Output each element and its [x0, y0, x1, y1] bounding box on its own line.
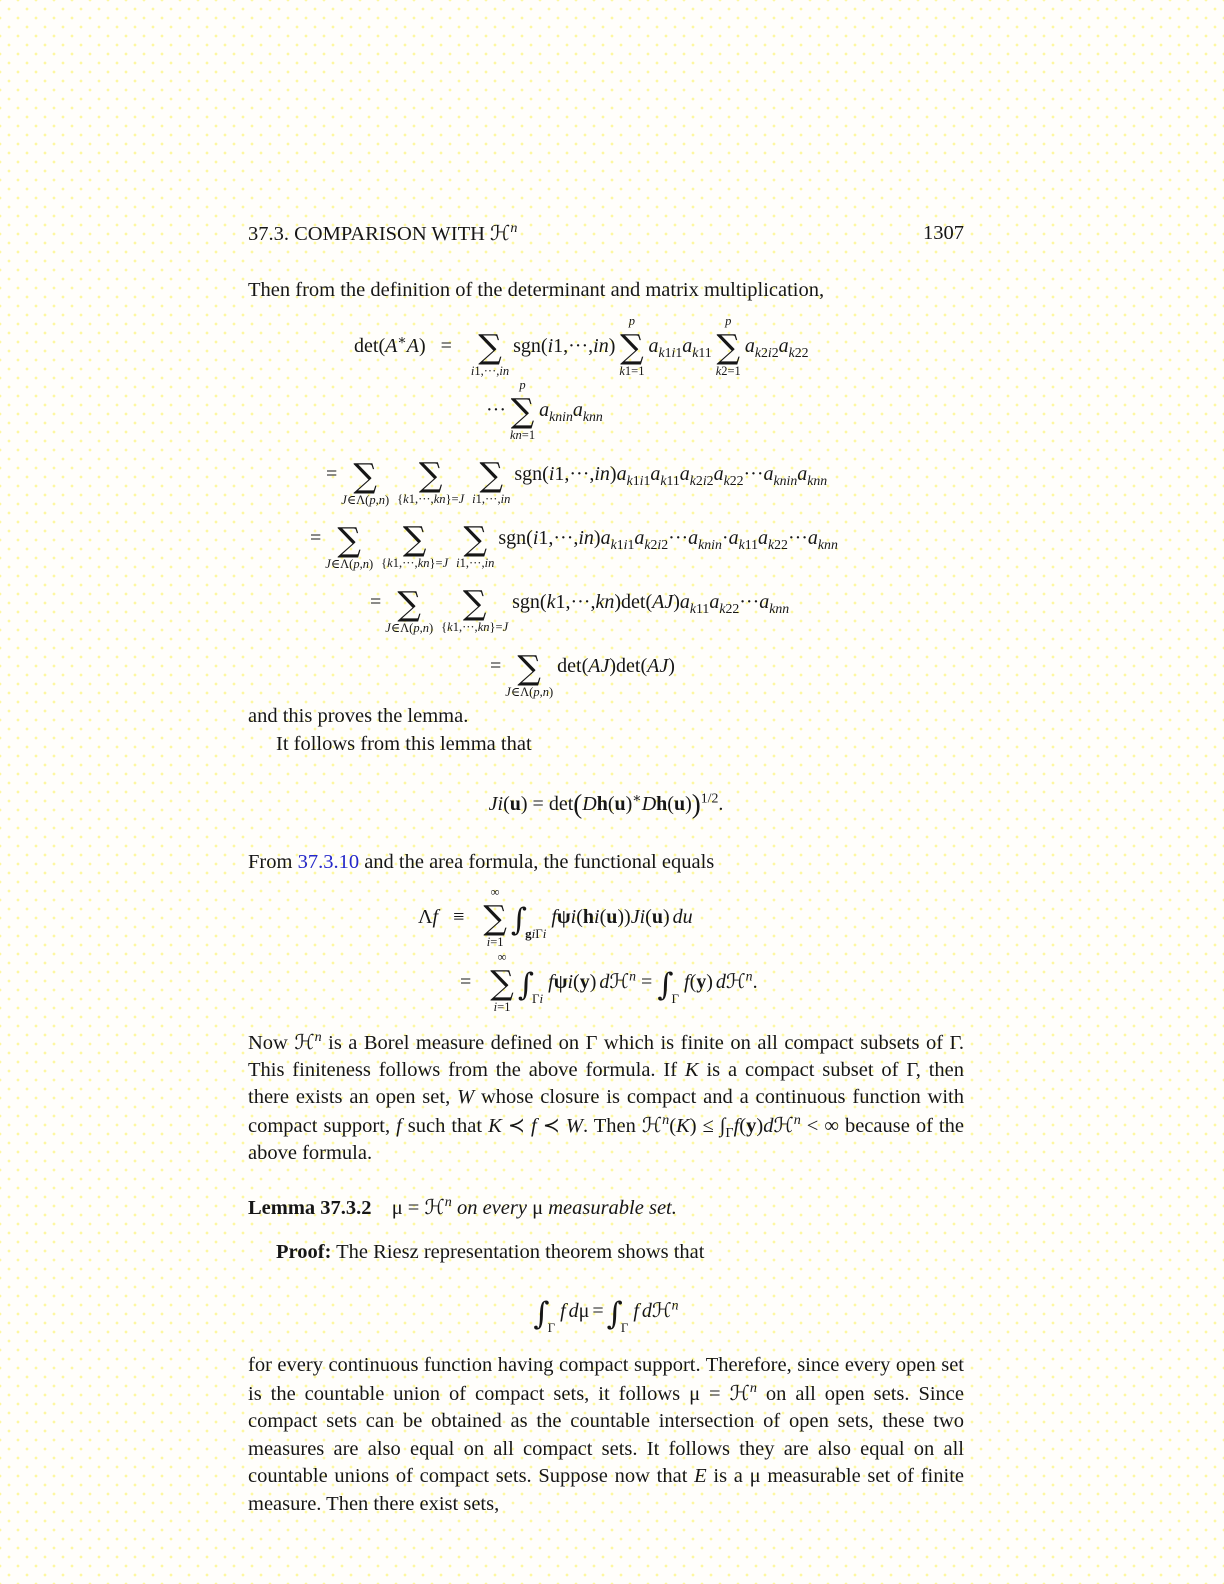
- equation-det-line2: ··· p ∑ kn=1 $a_{knin}a_{knn}$: [486, 378, 603, 443]
- script-H-symbol: ℋ: [424, 1194, 445, 1219]
- equation-det-line5: = ∑ J∈Λ(p,n) ∑ {k1,···,kn}=J $sgn(k1,\cdot\cdot\cdot,kn)\det(AJ)a_{k11}a_{k22}\cdot\cdot\cdot a_{knn}$: [370, 583, 790, 636]
- page-number: 1307: [923, 222, 964, 244]
- equation-jacobian: $Ji(u) = \det(Dh(u)^∗Dh(u))^{1/2}$.: [488, 789, 724, 820]
- script-H-symbol: ℋ: [609, 968, 630, 993]
- script-H-symbol: ℋ: [294, 1029, 315, 1054]
- equation-functional-line2: = ∞ ∑ i=1 $\int_{\Gamma i}f\psi i(y)$ dℋ$^n$ = $\int_\Gamma f(y)$ dℋ$^n$.: [460, 950, 758, 1015]
- section-heading: 37.3. COMPARISON WITH ℋ$^n$: [248, 220, 518, 245]
- equation-functional-line1: Λf ≡ ∞ ∑ i=1 $\int_{gi\Gamma i}f\psi i(hi(u))Ji(u)$ du: [418, 885, 693, 950]
- script-H-symbol: ℋ: [773, 1112, 794, 1137]
- script-H-symbol: ℋ: [729, 1380, 750, 1405]
- paragraph-proves-lemma: and this proves the lemma.: [248, 705, 469, 728]
- paragraph-proof: Proof: The Riesz representation theorem shows that: [276, 1241, 705, 1264]
- paragraph-intro: Then from the definition of the determinant and matrix multiplication,: [248, 279, 825, 301]
- equation-det-line3: = ∑ J∈Λ(p,n) ∑ {k1,···,kn}=J ∑ i1,···,in $sgn(i1,\cdot\cdot\cdot,in)a_{k1i1}a_{k11}a_{k2i2}a_{k22}\cdot\cdot\cdot a_{knin}a_{knn}$: [326, 455, 828, 508]
- paragraph-from-reference: From 37.3.10 and the area formula, the functional equals: [248, 851, 715, 874]
- paragraph-follows: It follows from this lemma that: [276, 732, 532, 755]
- page-header: [248, 221, 964, 246]
- page-content: [248, 0, 964, 1518]
- paragraph-final: for every continuous function having compact support. Therefore, since every open set is the countable union of compact sets, it follows μ = ℋ$^n$ on all open sets. Since compact sets can be obtained as the countable intersection of open sets, these two measures are also equal on all compact sets. It follows they are also equal on all countable unions of compact sets. Suppose now that E is a μ measurable set of finite measure. Then there exist sets,: [248, 1354, 964, 1515]
- crossref-link[interactable]: 37.3.10: [297, 851, 360, 874]
- script-H-symbol: ℋ: [725, 968, 746, 993]
- equation-det-line6: = ∑ J∈Λ(p,n) det(AJ)det(AJ): [490, 648, 675, 700]
- lemma-statement: Lemma 37.3.2 μ = ℋ$^n$ on every μ measurable set.: [248, 1193, 677, 1219]
- script-H-symbol: ℋ: [641, 1112, 663, 1137]
- equation-riesz: $\int_\Gamma f$ $d\mu =\int_\Gamma f$ dℋ$^n$: [533, 1296, 679, 1336]
- equation-det-line4: = ∑ J∈Λ(p,n) ∑ {k1,···,kn}=J ∑ i1,···,in $sgn(i1,\cdot\cdot\cdot,in)a_{k1i1}a_{k2i2}\cdot\cdot\cdot a_{knin}\cdot a_{k11}a_{k22}\cdot\cdot\cdot a_{knn}$: [310, 519, 838, 572]
- script-H-symbol: ℋ: [651, 1298, 672, 1323]
- script-H-symbol: ℋ: [490, 221, 511, 245]
- equation-det-line1: det(A∗A) = ∑ i1,···,in sgn(i1,···,in) p ∑ k1=1 $a_{k1i1}a_{k11}$ p ∑ k2=1 $a_{k2i2}a_{k22}$: [354, 314, 809, 379]
- paragraph-borel-measure: Now ℋ$^n$ is a Borel measure defined on Γ which is finite on all compact subsets of Γ. This finiteness follows from the above formula. If K is a compact subset of Γ, then there exists an open set, W whose closure is compact and a continuous function with compact support, f such that K ≺ f ≺ W. Then ℋ$^n$(K) ≤ $\int_\Gamma f(y)dℋ^n$ < ∞ because of the above formula.: [248, 1028, 965, 1165]
